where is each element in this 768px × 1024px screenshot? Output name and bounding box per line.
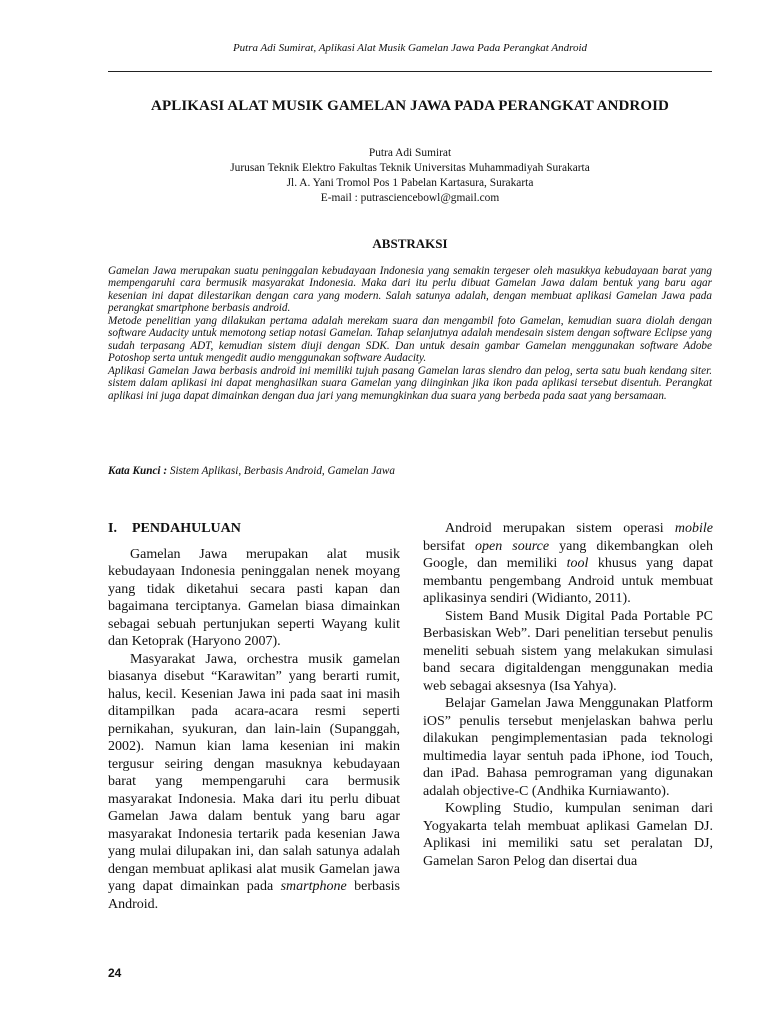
header-rule — [108, 71, 712, 72]
section-heading — [108, 520, 400, 538]
keywords-text: Sistem Aplikasi, Berbasis Android, Gamelan Jawa — [169, 465, 395, 477]
author-name: Putra Adi Sumirat — [368, 147, 452, 159]
author-block — [108, 146, 712, 206]
author-affiliation: Jurusan Teknik Elektro Fakultas Teknik Universitas Muhammadiyah Surakarta — [230, 162, 590, 174]
text-run: Android merupakan sistem operasi — [445, 521, 664, 536]
page-number: 24 — [108, 966, 122, 980]
text-run: bersifat — [423, 538, 465, 554]
italic-term: open source — [475, 538, 550, 554]
keywords-line — [108, 465, 712, 477]
italic-term: tool — [566, 556, 589, 571]
section-title: PENDAHULUAN — [132, 521, 241, 536]
abstract-paragraph: Metode penelitian yang dilakukan pertama adalah merekam suara dan mengambil foto Gamelan, kemudian suara diolah dengan software Audacity untuk memotong setiap notasi Gamelan. Tahap selanjutnya adalah mendesain sistem dengan software Eclipse yang sudah terpasang ADT, kemudian sistem diuji dengan SDK. Dan untuk desain gambar Gamelan menggunakan software Adobe Potoshop serta untuk mengedit audio menggunakan software Audacity. — [108, 314, 712, 365]
abstract-heading: ABSTRAKSI — [372, 236, 448, 251]
italic-term: mobile — [674, 521, 714, 536]
abstract-paragraph: Aplikasi Gamelan Jawa berbasis android ini memiliki tujuh pasang Gamelan laras slendro dan pelog, serta satu buah kendang siter. sistem dalam aplikasi ini dapat menghasilkan suara Gamelan yang diinginkan jika ikon pada aplikasi tersebut disentuh. Perangkat aplikasi ini juga dapat dimainkan dengan dua jari yang memungkinkan dua suara yang berbeda pada saat yang bersamaan. — [108, 364, 712, 402]
left-column — [108, 520, 400, 913]
paragraph-text: Masyarakat Jawa, orchestra musik gamelan biasanya disebut “Karawitan” yang berarti rumit, halus, kecil. Kesenian Jawa ini pada saat ini masih ditampilkan pada acara-acara resmi seperti pernikahan, syukuran, dan lain-lain (Supanggah, 2002). Namun kian lama kesenian ini makin tergusur seiring dengan masuknya kebudayaan barat yang mempengaruhi cara bermusik masyarakat Indonesia. Maka dari itu perlu dibuat Gamelan Jawa dalam bentuk yang baru agar masyarakat Indonesia tertarik pada kesenian Jawa yang mulai dilupakan ini, dan salah satunya adalah dengan membuat aplikasi alat musik Gamelan jawa yang dapat dimainkan pada — [108, 651, 400, 894]
abstract-body — [108, 265, 712, 402]
keywords-label: Kata Kunci : — [108, 465, 168, 477]
body-paragraph: Gamelan Jawa merupakan alat musik kebudayaan Indonesia peninggalan nenek moyang yang tidak diketahui secara pasti kapan dan bagaimana terciptanya. Gamelan biasa dimainkan sebagai sebuah pertunjukan seperti Wayang kulit dan Ketoprak (Haryono 2007). — [108, 546, 400, 649]
author-email: E-mail : putrasciencebowl@gmail.com — [320, 192, 500, 204]
body-paragraph — [108, 651, 400, 914]
text-run: yang dikembangkan oleh Google, dan memiliki — [423, 538, 713, 571]
body-paragraph — [423, 520, 713, 608]
running-header: Putra Adi Sumirat, Aplikasi Alat Musik Gamelan Jawa Pada Perangkat Android — [232, 42, 588, 54]
paragraph-end: berbasis Android. — [108, 879, 401, 912]
author-address: Jl. A. Yani Tromol Pos 1 Pabelan Kartasura, Surakarta — [286, 177, 534, 189]
text-run: khusus yang dapat membantu pengembang Android untuk membuat aplikasinya sendiri (Widianto, 2011). — [423, 556, 714, 606]
body-paragraph: Sistem Band Musik Digital Pada Portable PC Berbasiskan Web”. Dari penelitian tersebut penulis meneliti sebuah sistem yang melakukan simulasi band secara digitaldengan menggunakan media web sebagai aksesnya (Isa Yahya). — [423, 608, 713, 694]
italic-term: smartphone — [280, 879, 347, 894]
body-paragraph: Belajar Gamelan Jawa Menggunakan Platform iOS” penulis tersebut menjelaskan bahwa perlu dilakukan pengimplementasian pada teknologi multimedia layar sentuh pada iPhone, iod Touch, dan iPad. Bahasa pemrograman yang digunakan adalah objective-C (Andhika Kurniawanto). — [423, 696, 713, 799]
paper-title: APLIKASI ALAT MUSIK GAMELAN JAWA PADA PERANGKAT ANDROID — [151, 98, 669, 114]
body-paragraph: Kowpling Studio, kumpulan seniman dari Yogyakarta telah membuat aplikasi Gamelan DJ. Aplikasi ini memiliki satu set peralatan DJ, Gamelan Saron Pelog dan disertai dua — [423, 801, 713, 869]
abstract-paragraph: Gamelan Jawa merupakan suatu peninggalan kebudayaan Indonesia yang semakin tergeser oleh masukkya kebudayaan barat yang mempengaruhi cara bermusik masyarakat Indonesia. Maka dari itu perlu dibuat Gamelan Jawa dalam bentuk yang baru agar kesenian ini dapat dilestarikan dengan cara yang modern. Salah satunya adalah, dengan membuat aplikasi Gamelan Jawa pada perangkat smartphone berbasis android. — [108, 265, 712, 315]
right-column — [423, 520, 713, 870]
section-number: I. — [108, 521, 117, 536]
